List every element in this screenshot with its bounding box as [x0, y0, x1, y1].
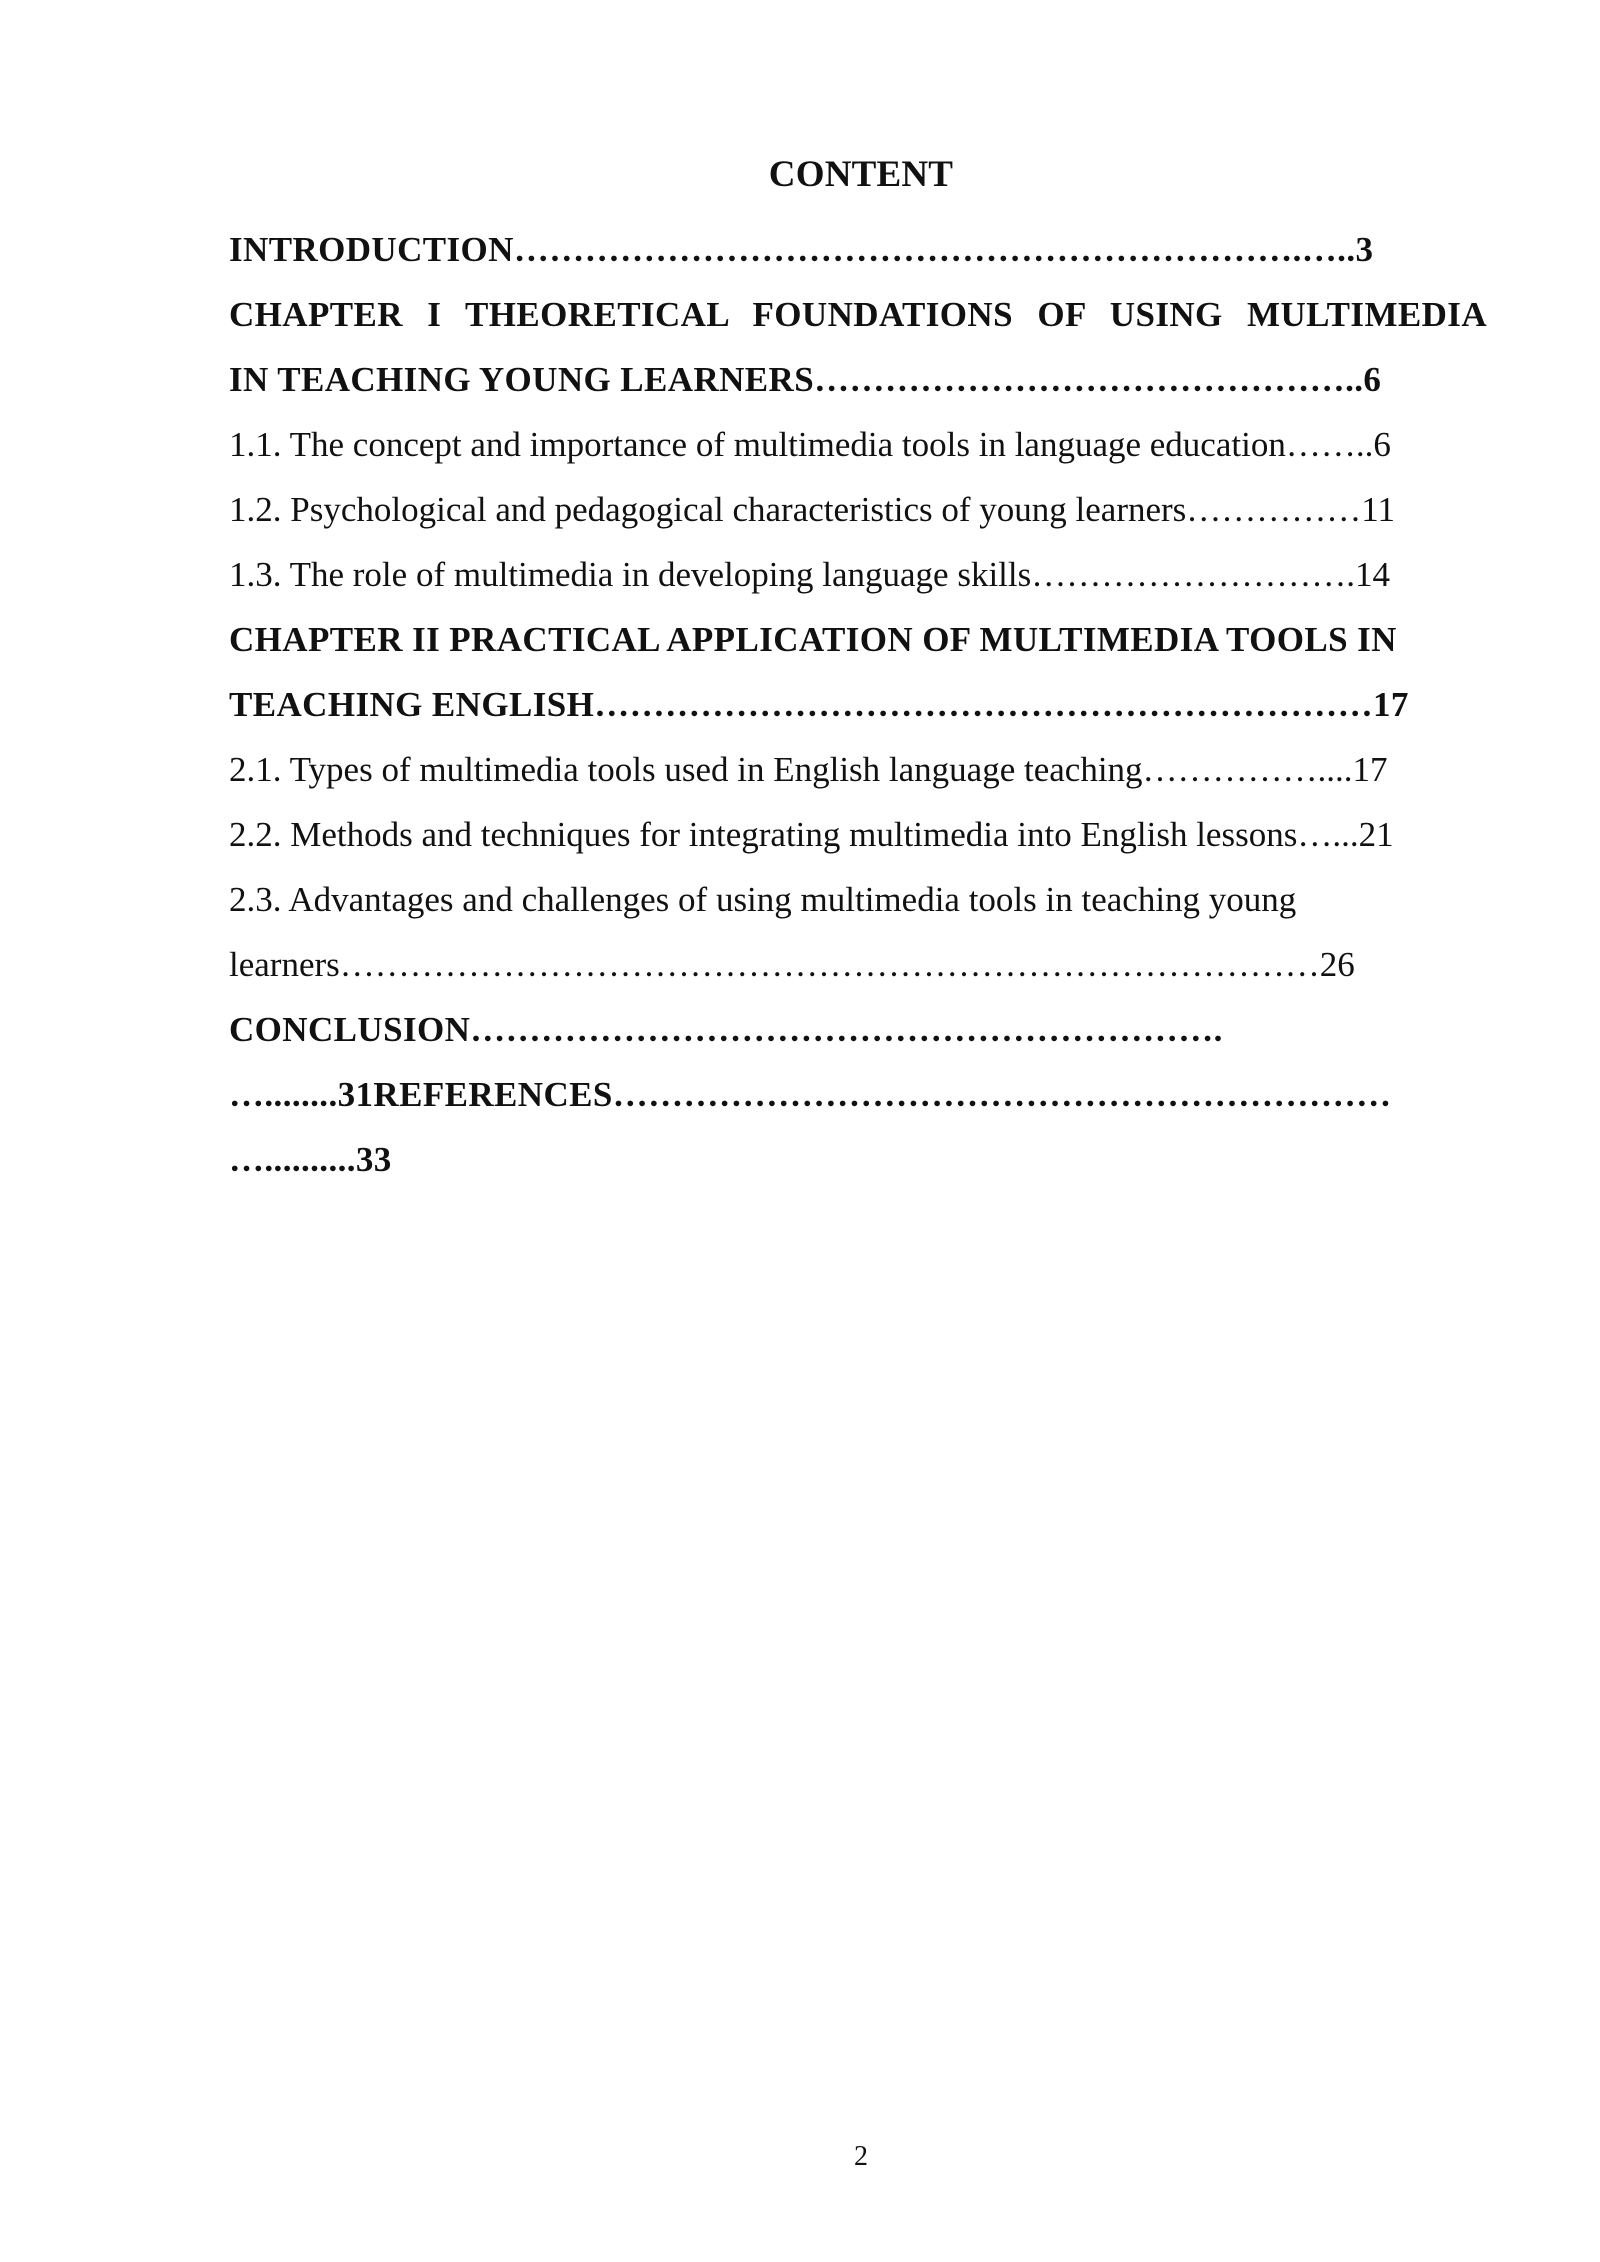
toc-entry-conclusion-references[interactable]: …........31REFERENCES………………………………………………………… — [229, 1075, 1392, 1114]
toc-entry-section-2-2[interactable]: 2.2. Methods and techniques for integrating multimedia into English lessons…...21 — [229, 815, 1394, 854]
page-number: 2 — [854, 2141, 868, 2172]
toc-entry-section-1-3[interactable]: 1.3. The role of multimedia in developing language skills……………………….14 — [229, 555, 1390, 594]
table-of-contents — [229, 217, 1487, 1192]
toc-heading: CONTENT — [768, 154, 954, 195]
toc-entry-references-page[interactable]: …..........33 — [229, 1140, 392, 1179]
toc-entry-section-2-1[interactable]: 2.1. Types of multimedia tools used in English language teaching……………....17 — [229, 750, 1388, 789]
toc-entry-chapter-1-title[interactable]: CHAPTER I THEORETICAL FOUNDATIONS OF USING MULTIMEDIA — [229, 295, 1487, 334]
toc-entry-conclusion[interactable]: CONCLUSION………………………………………………………. — [229, 1010, 1223, 1049]
toc-entry-chapter-2-title[interactable]: CHAPTER II PRACTICAL APPLICATION OF MULTIMEDIA TOOLS IN — [229, 620, 1397, 659]
toc-entry-section-2-3[interactable]: 2.3. Advantages and challenges of using multimedia tools in teaching young — [229, 880, 1297, 919]
toc-entry-chapter-1-title-cont[interactable]: IN TEACHING YOUNG LEARNERS………………………………………..6 — [229, 360, 1382, 399]
toc-entry-section-1-1[interactable]: 1.1. The concept and importance of multimedia tools in language education……..6 — [229, 425, 1391, 464]
toc-entry-chapter-2-title-cont[interactable]: TEACHING ENGLISH…………………………………………………………17 — [229, 685, 1409, 724]
toc-entry-section-1-2[interactable]: 1.2. Psychological and pedagogical characteristics of young learners……………11 — [229, 490, 1396, 529]
toc-entry-introduction[interactable]: INTRODUCTION………………………………………………………….…..3 — [229, 230, 1374, 269]
toc-entry-section-2-3-cont[interactable]: learners…………………………………………………………………………26 — [229, 945, 1355, 984]
